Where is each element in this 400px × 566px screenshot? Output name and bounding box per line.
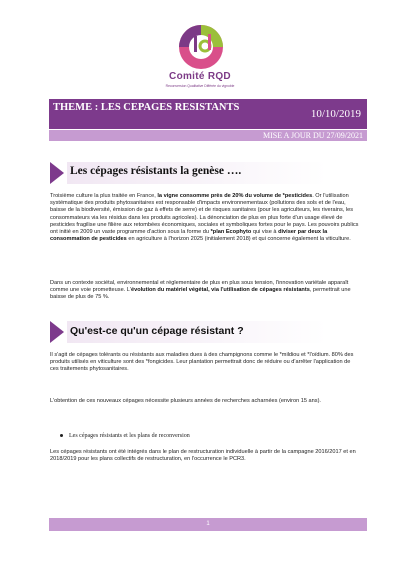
section-title-genesis: Les cépages résistants la genèse …. <box>70 165 242 177</box>
footer-bar <box>49 518 367 531</box>
document-date: 10/10/2019 <box>310 108 361 120</box>
text-span: en agriculture à l'horizon 2025 (initialement 2018) et qui concerne également la viticulture. <box>126 236 351 243</box>
text-span: , permettrait une baisse de plus de 75 %. <box>50 287 351 301</box>
update-bar <box>49 130 367 141</box>
theme-title: THEME : LES CEPAGES RESISTANTS <box>53 102 240 113</box>
text-span: qui vise à <box>251 229 279 236</box>
paragraph-pesticides <box>50 193 360 243</box>
triangle-bullet-icon <box>50 162 64 184</box>
text-span: . Or l'utilisation systématique des produits phytosanitaires est responsable d'impacts environnementaux (pollutions des sols et de l'eau, baisse de la biodiversité, émission de gaz à effets de serre) et de risques sanitaires (pour les agriculteurs, les riverains, les consommateurs via les résidus dans les produits agricoles). La dénonciation de plus en plus forte d'un usage élevé de pesticides fragilise une filière aux retombées économiques, sociales et symboliques fortes pour le pays. Les pouvoirs publics ont initié en 2009 un vaste programme d'action sous la forme du <box>50 193 359 236</box>
page-number: 1 <box>206 521 210 527</box>
section-title-definition: Qu'est-ce qu'un cépage résistant ? <box>70 325 244 337</box>
update-date: MISE A JOUR DU 27/09/2021 <box>262 131 363 140</box>
bold-span: évolution du matériel végétal, via l'utilisation de cépages résistants <box>130 287 310 294</box>
paragraph-reconversion: Les cépages résistants ont été intégrés dans le plan de restructuration individuelle à partir de la campagne 2016/2017 et en 2018/2019 pour les plans collectifs de restructuration, en l'occurrence le PCR3. <box>50 449 356 463</box>
theme-banner <box>49 99 367 129</box>
triangle-bullet-icon <box>50 321 64 343</box>
text-span: Troisième culture la plus traitée en France, <box>50 193 158 199</box>
bullet-item <box>60 432 360 440</box>
section-heading-genesis <box>50 162 366 184</box>
section-heading-definition <box>50 321 366 343</box>
bold-span: *plan Ecophyto <box>210 229 252 236</box>
logo-tagline: Reconversion Qualitative Différée du vignoble <box>165 84 235 88</box>
logo-name: Comité RQD <box>169 71 231 82</box>
paragraph-definition: Il s'agit de cépages tolérants ou résistants aux maladies dues à des champignons comme le *mildiou et *l'oïdium. 80% des produits utilisés en viticulture sont des *fongicides. Leur plantation permettrait donc de réduire ou d'arrêter l'application de ces traitements phytosanitaires. <box>50 352 354 373</box>
bold-span: la vigne consomme près de 20% du volume de *pesticides <box>157 193 313 199</box>
bullet-text: Les cépages résistants et les plans de reconversion <box>69 433 190 439</box>
text-span: Dans un contexte sociétal, environnemental et réglementaire de plus en plus sous tension, l'innovation variétale apparaît comme une voie prometteuse. L' <box>50 280 349 294</box>
bold-span: diviser par deux la consommation de pesticides <box>50 229 328 243</box>
bullet-dot-icon <box>60 434 63 437</box>
paragraph-innovation <box>50 280 360 302</box>
rqd-logo-icon <box>170 22 232 72</box>
paragraph-research: L'obtention de ces nouveaux cépages nécessite plusieurs années de recherches acharnées (environ 15 ans). <box>50 398 321 404</box>
